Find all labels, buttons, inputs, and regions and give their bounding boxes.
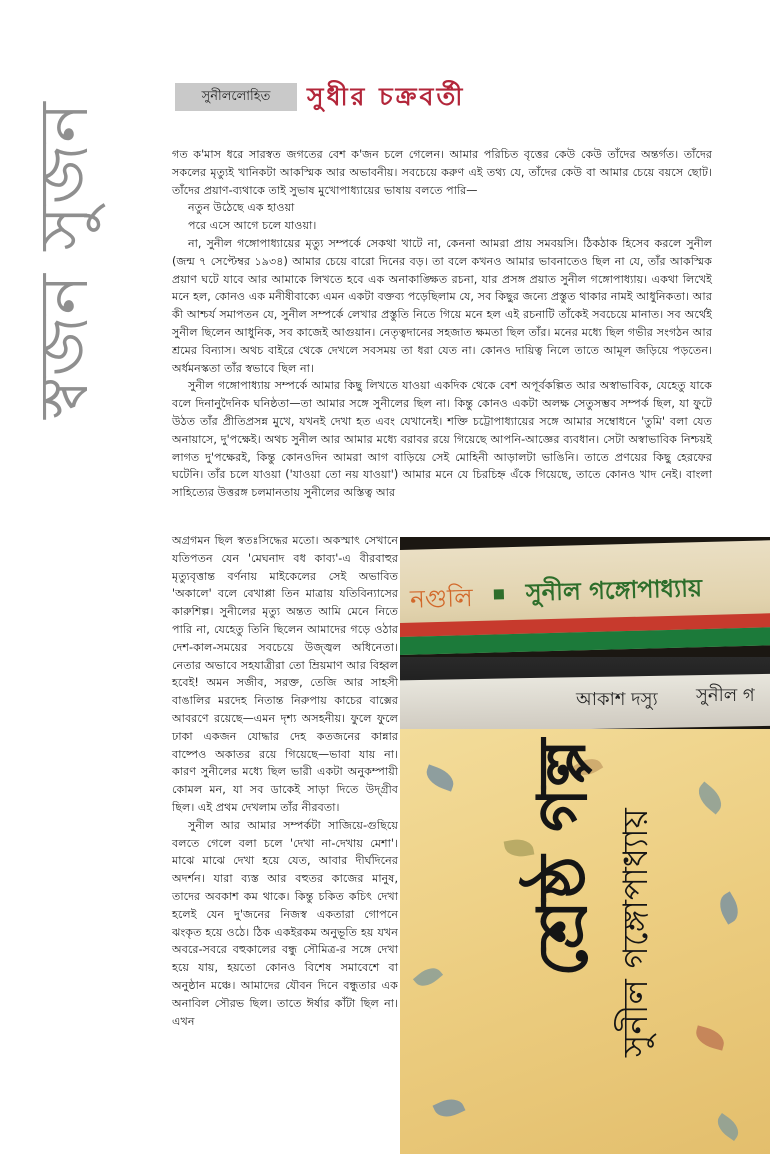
leaf-icon <box>714 891 744 924</box>
author-name: সুধীর চক্রবর্তী <box>307 82 466 111</box>
paragraph: গত ক'মাস ধরে সারস্বত জগতের বেশ ক'জন চলে গেলেন। আমার পরিচিত বৃত্তের কেউ কেউ তাঁদের অন্তর্গত। তাঁদের সকলের মৃত্যুই খানিকটা আকস্মিক আর অভাবনীয়। সবচেয়ে করুণ এই তথ্য যে, তাঁদের কেউ বা আমার চেয়ে বয়সে ছোট। তাঁদের প্রয়াণ-ব্যথাকে তাই সুভাষ মুখোপাধ্যায়ের ভাষায় বলতে পারি— <box>172 148 712 197</box>
paragraph: অগ্রগমন ছিল স্বতঃসিদ্ধের মতো। অকস্মাৎ সেখানে যতিপতন যেন 'মেঘনাদ বধ কাব্য'-এ বীরবাহুর মৃত্যুবৃত্তান্ত বর্ণনায় মাইকেলের সেই অভাবিত 'অকালে' বলে বেখাপ্পা তিন মাত্রায় যতিবিন্যাসের কারুশিল্প। সুনীলের মৃত্যু অন্তত আমি মেনে নিতে পারি না, যেহেতু তিনি ছিলেন আমাদের গড়ে ওঠার দেশ-কাল-সময়ের সবচেয়ে উজ্জ্বল অধিনেতা। নেতার অভাবে সহযাত্রীরা তো ম্রিয়মাণ আর বিহ্বল হবেই! অমন সজীব, সরক্ত, তেজি আর সাহসী বাঙালির মরদেহ নিতান্ত নিরুপায় কাচের বাক্সের আবরণে রয়েছে—এমন দৃশ্য অসহনীয়। ফুলে ফুলে ঢাকা একজন যোদ্ধার দেহ কতজনের কান্নার বাষ্পেও অকাতর রয়ে গিয়েছে—ভাবা যায় না। কারণ সুনীলের মধ্যে ছিল ভারী একটা অনুকম্পায়ী কোমল মন, যা সব ডাকেই সাড়া দিতে উদ্গ্রীব ছিল। এই প্রথম দেখলাম তাঁর নীরবতা। <box>172 534 398 814</box>
square-bullet-icon <box>494 589 504 599</box>
leaf-icon <box>713 1113 743 1141</box>
poem-line: নতুন উঠেছে এক হাওয়া <box>188 201 295 215</box>
book-title: নগুলি <box>409 583 474 614</box>
cover-title: শ্রেষ্ঠ গল্প <box>524 738 603 977</box>
book-title: আকাশ দস্যু <box>576 689 658 710</box>
side-title-text: স্বজন সুজন <box>25 101 104 419</box>
leaf-icon <box>413 963 443 992</box>
book-author: সুনীল গ <box>696 685 755 706</box>
leaf-icon <box>423 764 457 791</box>
article-column <box>172 532 398 1030</box>
book-photo <box>400 537 770 1154</box>
paragraph: সুনীল আর আমার সম্পর্কটা সাজিয়ে-গুছিয়ে বলতে গেলে বলা চলে 'দেখা না-দেখায় মেশা'। মাঝে মাঝে দেখা হয়ে যেত, আবার দীর্ঘদিনের অদর্শন। যারা ব্যস্ত আর বহুতর কাজের মানুষ, তাদের অবকাশ কম থাকে। কিন্তু চকিত কচিৎ দেখা হলেই যেন দু'জনের নিজস্ব একতারা গোপনে ঝংকৃত হয়ে ওঠে। ঠিক একইরকম অনুভূতি হয় যখন অবরে-সবরে বহুকালের বন্ধু সৌমিত্র-র সঙ্গে দেখা হয়ে যায়, হয়তো কোনও বিশেষ সমাবেশে বা অনুষ্ঠান মঞ্চে। আমাদের যৌবন দিনে বন্ধুতার এক অনাবিল সৌরভ ছিল। তাতে ঈর্ষার কাঁটা ছিল না। এখন <box>172 818 398 1028</box>
poem-line: পরে এসে আগে চলে যাওয়া। <box>188 219 317 233</box>
book-author: সুনীল গঙ্গোপাধ্যায় <box>525 574 703 607</box>
section-label: সুনীললোহিত <box>201 88 271 104</box>
book-spine-top <box>400 540 770 655</box>
page-footer <box>44 1000 74 1080</box>
side-title <box>18 80 118 440</box>
paragraph: সুনীল গঙ্গোপাধ্যায় সম্পর্কে আমার কিছু লিখতে যাওয়া একদিক থেকে বেশ অপূর্বকল্পিত আর অস্বাভাবিক, যেহেতু যাকে বলে দিনানুদৈনিক ঘনিষ্ঠতা—তা আমার সঙ্গে সুনীলের ছিল না। কিন্তু কোনও একটা অলক্ষ সেতুসম্ভব সম্পর্ক ছিল, যা ফুটে উঠত তাঁর প্রীতিপ্রসন্ন মুখে, যখনই দেখা হত এবং যেখানেই। শক্তি চট্টোপাধ্যায়ের সঙ্গে আমার সম্বোধনে 'তুমি' বলা যেত অনায়াসে, দু'পক্ষেই। অথচ সুনীল আর আমার মধ্যে বরাবর রয়ে গিয়েছে আপনি-আজ্ঞের ব্যবধান। সেটা অস্বাভাবিক নিশ্চয়ই লাগত দু'পক্ষেরই, কিন্তু কোনওদিন আমরা আগ বাড়িয়ে সেই মোহিনী আড়ালটা ভাঙিনি। তাতে প্রণয়ের কিছু হেরফের ঘটেনি। তাঁর চলে যাওয়া ('যাওয়া তো নয় যাওয়া') আমার মনে যে চিরচিহ্ন এঁকে গিয়েছে, তাতে কোনও খাদ নেই। বাংলা সাহিত্যের উত্তরঙ্গ চলমানতায় সুনীলের অস্তিত্ব আর <box>172 379 712 500</box>
leaf-icon <box>433 1094 466 1122</box>
paragraph: না, সুনীল গঙ্গোপাধ্যায়ের মৃত্যু সম্পর্কে সেকথা খাটে না, কেননা আমরা প্রায় সমবয়সি। ঠিকঠাক হিসেব করলে সুনীল (জন্ম ৭ সেপ্টেম্বর ১৯৩৪) আমার চেয়ে বারো দিনের বড়। তা বলে কখনও আমার ভাবনাতেও ছিল না যে, তাঁর আকস্মিক প্রয়াণ ঘটে যাবে আর আমাকে লিখতে হবে এক অনাকাঙ্ক্ষিত রচনা, যার প্রসঙ্গ প্রয়াত সুনীল গঙ্গোপাধ্যায়। একথা লিখেই মনে হল, কোনও এক মনীষীবাক্যে এমন একটা বক্তব্য পড়েছিলাম যে, সব কিছুর জন্যে প্রস্তুত থাকার নামই আধুনিকতা। আর কী আশ্চর্য সমাপতন যে, সুনীল সম্পর্কে লেখার প্রস্তুতি নিতে গিয়ে মনে হল এই রচনাটি তাঁকেই সবচেয়ে মানাত। সব অর্থেই সুনীল ছিলেন আধুনিক, সব কাজেই আগুয়ান। নেতৃত্বদানের সহজাত ক্ষমতা ছিল তাঁর। মনের মধ্যে ছিল গভীর সংগঠন আর শ্রমের বিন্যাস। অথচ বাইরে থেকে দেখলে সবসময় তা ধরা যেত না। কোনও দায়িত্ব নিলে তাতে আমূল জড়িয়ে পড়তেন। অর্ধমনস্কতা তাঁর স্বভাবে ছিল না। <box>172 236 712 375</box>
leaf-icon <box>693 781 728 814</box>
leaf-icon <box>693 1025 727 1050</box>
section-label-bar <box>175 83 297 111</box>
article-body <box>172 146 712 502</box>
cover-author: সুনীল গঙ্গোপাধ্যায় <box>616 808 656 1057</box>
